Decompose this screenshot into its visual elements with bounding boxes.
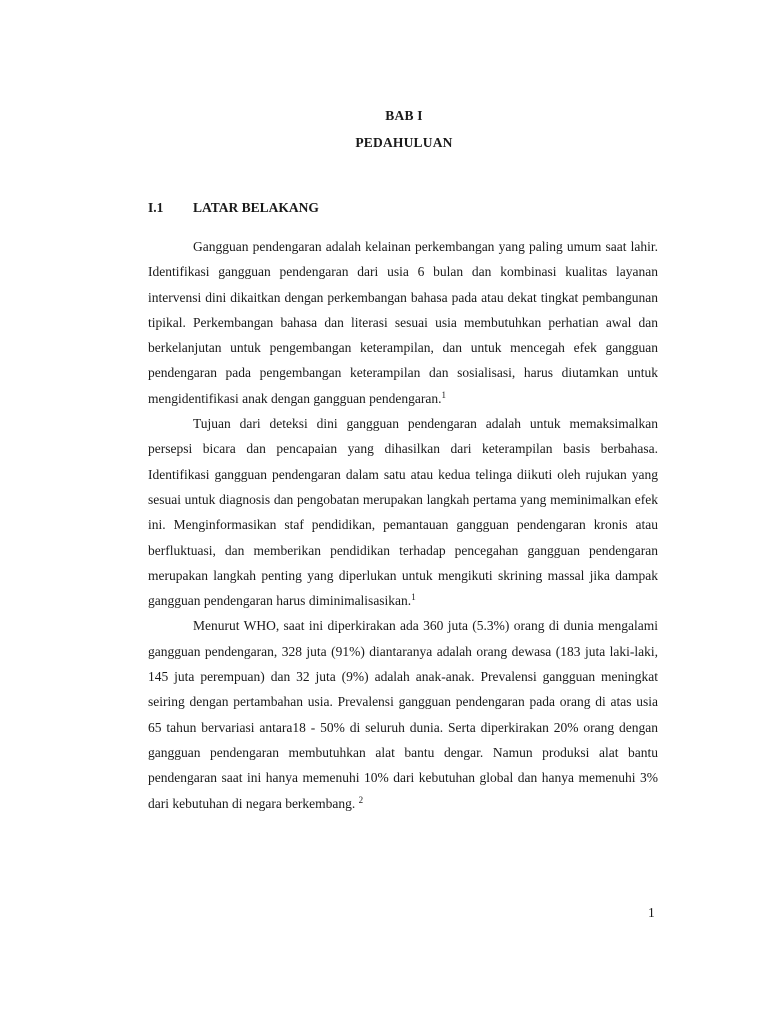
body-text bbox=[148, 234, 658, 816]
paragraph-text: Tujuan dari deteksi dini gangguan pendengaran adalah untuk memaksimalkan persepsi bicara dan pencapaian yang dihasilkan dari keterampilan basis berbahasa. Identifikasi gangguan pendengaran dalam satu atau kedua telinga diikuti oleh rujukan yang sesuai untuk diagnosis dan pengobatan merupakan langkah pertama yang meminimalkan efek ini. Menginformasikan staf pendidikan, pemantauan gangguan pendengaran kronis atau berfluktuasi, dan memberikan pendidikan terhadap pencegahan gangguan pendengaran merupakan langkah penting yang diperlukan untuk mengikuti skrining massal jika dampak gangguan pendengaran harus diminimalisasikan. bbox=[148, 416, 658, 609]
chapter-number: BAB I bbox=[385, 108, 423, 123]
paragraph bbox=[148, 234, 658, 411]
paragraph-text: Menurut WHO, saat ini diperkirakan ada 360 juta (5.3%) orang di dunia mengalami gangguan pendengaran, 328 juta (91%) diantaranya adalah orang dewasa (183 juta laki-laki, 145 juta perempuan) dan 32 juta (9%) adalah anak-anak. Prevalensi gangguan meningkat seiring dengan pertambahan usia. Prevalensi gangguan pendengaran pada orang di atas usia 65 tahun bervariasi antara18 - 50% di seluruh dunia. Serta diperkirakan 20% orang dengan gangguan pendengaran membutuhkan alat bantu dengar. Namun produksi alat bantu pendengaran saat ini hanya memenuhi 10% dari kebutuhan global dan hanya memenuhi 3% dari kebutuhan di negara berkembang. bbox=[148, 618, 658, 811]
section-number: I.1 bbox=[148, 200, 164, 215]
paragraph-text: Gangguan pendengaran adalah kelainan perkembangan yang paling umum saat lahir. Identifikasi gangguan pendengaran dari usia 6 bulan dan kombinasi kualitas layanan intervensi dini dikaitkan dengan perkembangan bahasa pada atau dekat tingkat pembangunan tipikal. Perkembangan bahasa dan literasi sesuai usia membutuhkan perhatian awal dan berkelanjutan untuk pengembangan keterampilan, dan untuk mencegah efek gangguan pendengaran pada pengembangan keterampilan dan sosialisasi, harus diutamkan untuk mengidentifikasi anak dengan gangguan pendengaran. bbox=[148, 239, 658, 406]
section-title: LATAR BELAKANG bbox=[193, 200, 319, 215]
paragraph bbox=[148, 613, 658, 815]
page-number: 1 bbox=[648, 905, 655, 920]
citation-marker: 1 bbox=[411, 592, 416, 603]
citation-marker: 2 bbox=[358, 794, 364, 805]
chapter-title: PEDAHULUAN bbox=[355, 135, 453, 150]
citation-marker: 1 bbox=[441, 389, 447, 400]
paragraph bbox=[148, 411, 658, 613]
section-heading bbox=[148, 200, 319, 216]
